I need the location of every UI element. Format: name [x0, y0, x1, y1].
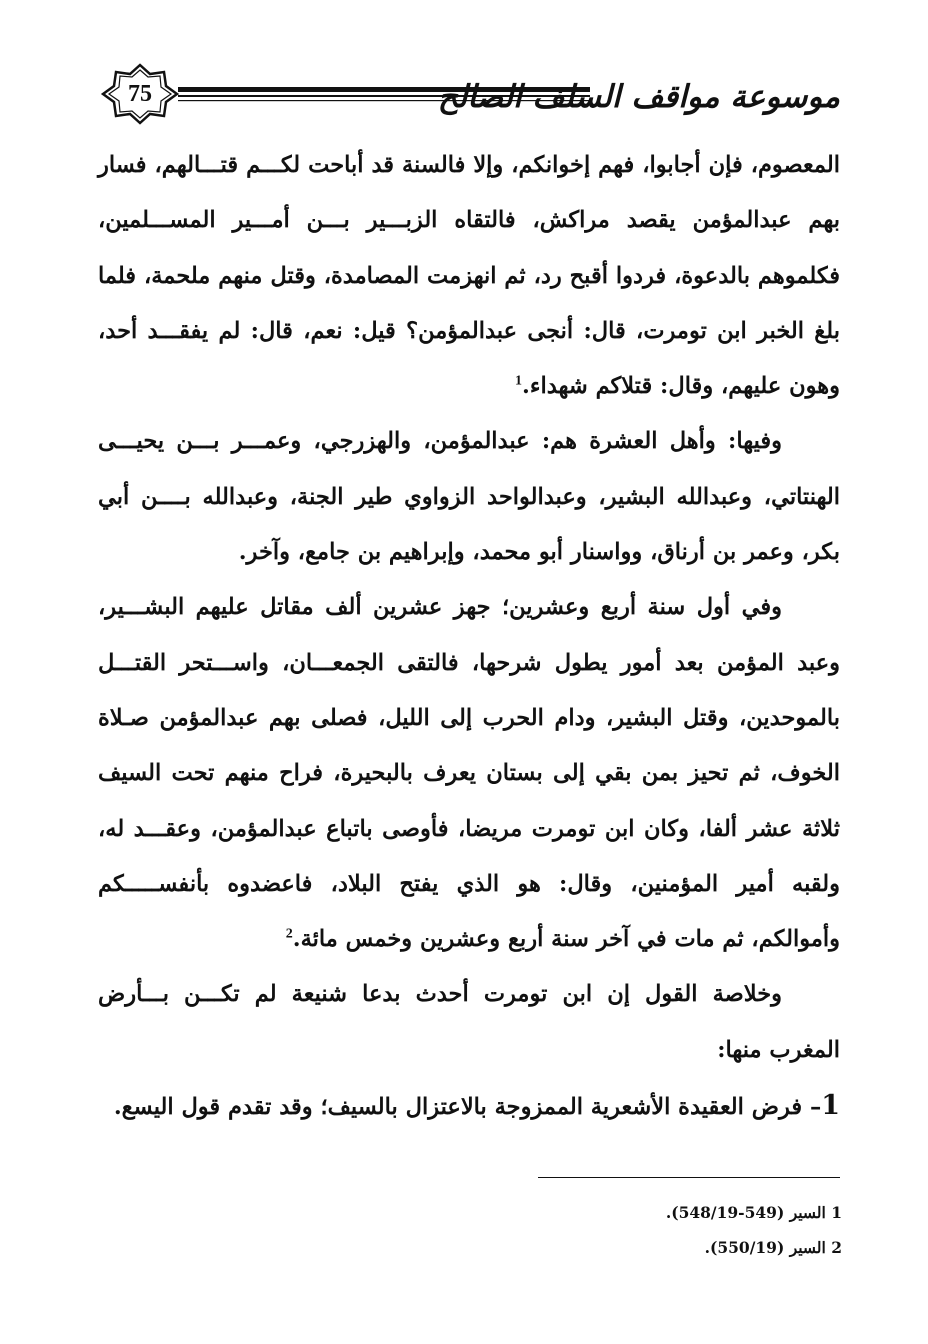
footnotes: [500, 1195, 842, 1265]
footnote-divider: [538, 1177, 840, 1178]
page-header: [100, 62, 840, 132]
footnote-source: السير: [789, 1203, 826, 1222]
main-text: [98, 138, 840, 1135]
footnote: [500, 1230, 842, 1265]
paragraph-text: وفي أول سنة أربع وعشرين؛ جهز عشرين ألف مقاتل عليهم البشـــير، وعبد المؤمن بعد أمور يطول شرحها، فالتقى الجمعـــان، واســـتحر القتـــل بالموحدين، وقتل البشير، ودام الحرب إلى الليل، فصلى بهم عبدالمؤمن صـلاة الخوف، ثم تحيز بمن بقي إلى بستان يعرف بالبحيرة، فراح منهم تحت السيف ثلاثة عشر ألفا، وكان ابن تومرت مريضا، فأوصى باتباع عبدالمؤمن، وعقـــد له، ولقبه أمير المؤمنين، وقال: هو الذي يفتح البلاد، فاعضدوه بأنفســـــكم وأموالكم، ثم مات في آخر سنة أربع وعشرين وخمس مائة.: [98, 594, 840, 953]
footnote-ref-text: (549-548/19).: [665, 1203, 785, 1222]
footnote-number: 1: [831, 1203, 842, 1222]
paragraph-text: وفيها: وأهل العشرة هم: عبدالمؤمن، والهزرجي، وعمـــر بـــن يحيـــى الهنتاتي، وعبدالله البشير، وعبدالواحد الزواوي طير الجنة، وعبدالله بــــن أبي بكر، وعمر بن أرناق، وواسنار أبو محمد، وإبراهيم بن جامع، وآخر.: [98, 428, 840, 566]
page-number: 75: [128, 81, 152, 107]
footnote-ref: 1: [515, 373, 523, 389]
footnote-ref-text: (550/19).: [704, 1238, 785, 1257]
book-title: موسوعة مواقف السلف الصالح: [437, 79, 840, 115]
list-item-text: – فرض العقيدة الأشعرية الممزوجة بالاعتزال بالسيف؛ وقد تقدم قول اليسع.: [113, 1094, 822, 1121]
paragraph: [98, 414, 840, 580]
list-item-number: 1: [821, 1090, 840, 1122]
paragraph-text: المعصوم، فإن أجابوا، فهم إخوانكم، وإلا فالسنة قد أباحت لكـــم قتـــالهم، فسار بهم عبدالمؤمن يقصد مراكش، فالتقاه الزبـــير بـــن أمـــير المســـلمين، فكلموهم بالدعوة، فردوا أقبح رد، ثم انهزمت المصامدة، وقتل منهم ملحمة، فلما بلغ الخبر ابن تومرت، قال: أنجى عبدالمؤمن؟ قيل: نعم، قال: لم يفقـــد أحد، وهون عليهم، وقال: قتلاكم شهداء.: [98, 152, 840, 400]
footnote-number: 2: [831, 1238, 842, 1257]
paragraph-text: وخلاصة القول إن ابن تومرت أحدث بدعا شنيعة لم تكـــن بـــأرض المغرب منها:: [98, 981, 840, 1063]
paragraph: [98, 967, 840, 1078]
list-item: [98, 1078, 840, 1135]
footnote-ref: 2: [285, 926, 293, 942]
paragraph: [98, 580, 840, 967]
footnote: [500, 1195, 842, 1230]
footnote-source: السير: [789, 1238, 826, 1257]
paragraph: [98, 138, 840, 414]
